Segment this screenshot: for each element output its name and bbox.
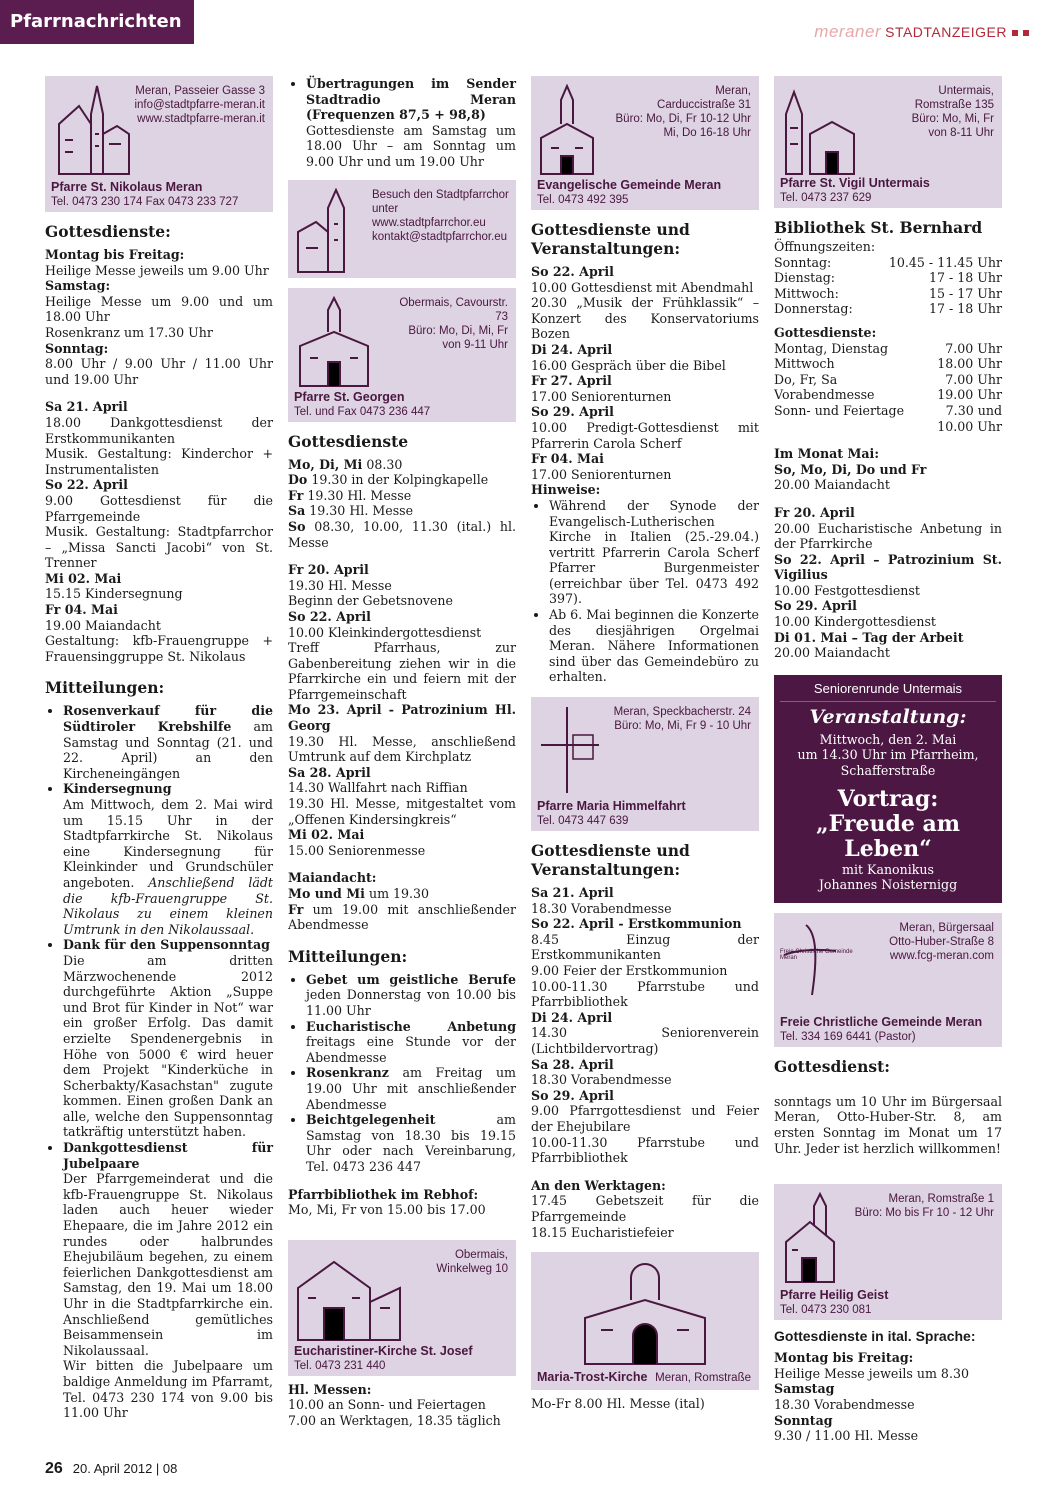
text: Fr 04. Mai: [45, 602, 118, 618]
text: 9.00 Feier der Erstkommunion: [531, 963, 728, 978]
address: Carduccistraße 31: [657, 99, 751, 111]
address: Obermais, Cavourstr.: [399, 296, 508, 309]
text: Besuch den Stadtpfarrchor: [372, 188, 509, 201]
service-times-table: [774, 341, 1002, 435]
text: Musik. Gestaltung: Stadtpfarrchor – „Missa Sancti Jacobi“ von St. Trenner: [45, 524, 273, 571]
parish-tel: Tel. 334 169 6441 (Pastor): [780, 1030, 916, 1043]
text: Im Monat Mai:: [774, 446, 879, 462]
text: Mi 02. Mai: [288, 827, 365, 843]
address: Meran, Romstraße 1: [888, 1193, 994, 1206]
text: An den Werktagen:: [531, 1177, 666, 1193]
row-label: Donnerstag:: [774, 301, 853, 317]
masthead-square-icon: [1012, 30, 1018, 36]
address: Romstraße 135: [914, 99, 994, 111]
row-label: Sonn- und Feiertage: [774, 402, 905, 418]
parish-tel: Tel. 0473 492 395: [537, 194, 629, 206]
parish-name: Pfarre St. Vigil Untermais: [780, 176, 930, 190]
row-label: Do, Fr, Sa: [774, 371, 838, 387]
senioren-ad: [774, 675, 1002, 903]
parish-name: Pfarre Heilig Geist: [780, 1288, 889, 1303]
issue-date: 20. April 2012 | 08: [72, 1461, 178, 1476]
office-hours: Büro: Mo, Mi, Fr: [911, 113, 994, 125]
row-value: 18.00 Uhr: [937, 356, 1002, 372]
text: Fr 04. Mai: [531, 451, 604, 467]
table-row: [774, 286, 1002, 302]
row-value: 10.45 - 11.45 Uhr: [888, 254, 1002, 270]
office-hours: Büro: Mo bis Fr 10 - 12 Uhr: [854, 1207, 994, 1220]
text: 10.00 an Sonn- und Feiertagen: [288, 1397, 486, 1413]
text: 18.15 Eucharistiefeier: [531, 1224, 674, 1240]
text: 17.00 Seniorenturnen: [531, 388, 672, 404]
list-item: • Rosenverkauf für die Südtiroler Krebshilfe am Samstag und Sonntag (21. und 22. April) an den Kircheneingängen: [63, 703, 273, 781]
table-row: [774, 356, 1002, 372]
ad-title: Seniorenrunde Untermais: [780, 681, 996, 702]
text: Mi 02. Mai: [45, 570, 122, 586]
address: Untermais,: [938, 85, 994, 97]
text: Gottesdienste:: [774, 324, 877, 340]
address: Meran, Bürgersaal: [899, 921, 994, 934]
column-3: [531, 76, 759, 1412]
list-item: • Dank für den Suppensonntag Die am dritten Märzwochenende 2012 durchgeführte Aktion „Suppe und Brot für Kinder in Not“ war ein großer Erfolg. Das damit erzielte Spendenergebnis in Höhe von 5000 € wird heuer dem Projekt "Kinderküche in Scherbakty/Kasachstan" zugute kommen. Einen großen Dank an alle, welche den Suppensonntag tatkräftig unterstützt haben.: [63, 937, 273, 1140]
row-label: Dienstag:: [774, 270, 836, 286]
ad-heading: „Freude am Leben“: [815, 810, 961, 862]
address: Otto-Huber-Straße 8: [889, 935, 994, 948]
masthead: [814, 22, 1029, 42]
text: Heilige Messe jeweils um 8.30: [774, 1365, 969, 1381]
heading-mitteilungen: Mitteilungen:: [288, 946, 408, 966]
text: Samstag:: [45, 278, 111, 294]
email-link[interactable]: kontakt@stadtpfarrchor.eu: [372, 230, 508, 243]
text: Sa 21. April: [531, 885, 614, 901]
text: So 22. April – Patrozinium St. Vigilius: [774, 551, 1002, 583]
logo-text: Freie Christliche Gemeinde Meran: [780, 948, 853, 961]
text: So 29. April: [774, 598, 857, 614]
list-item: • Ab 6. Mai beginnen die Konzerte des diesjährigen Orgelmai Meran. Nähere Informationen sind über das Gemeindebüro zu erhalten.: [549, 607, 759, 685]
notice-list: [288, 972, 516, 1175]
row-value: 17 - 18 Uhr: [928, 301, 1002, 317]
text: Gestaltung: kfb-Frauengruppe + Frauensinggruppe St. Nikolaus: [45, 633, 273, 664]
address: Meran,: [715, 85, 751, 97]
choir-box: [288, 180, 516, 278]
list-item: • Gebet um geistliche Berufe jeden Donnerstag von 10.00 bis 11.00 Uhr: [306, 972, 516, 1019]
ad-text: Johannes Noisternigg: [818, 877, 958, 893]
text: Heilige Messe um 9.00 und um 18.00 Uhr: [45, 293, 273, 325]
text: Di 24. April: [531, 341, 613, 357]
parish-box-nikolaus: [45, 76, 273, 212]
office-hours: von 8-11 Uhr: [928, 127, 994, 139]
table-row: [774, 372, 1002, 388]
text: Mo und Mi um 19.30: [288, 886, 430, 901]
parish-box-vigil: [774, 76, 1002, 208]
masthead-square-icon: [1023, 30, 1029, 36]
church-icon: [780, 84, 860, 176]
column-2: [288, 76, 516, 1428]
text: 15.15 Kindersegnung: [45, 586, 183, 602]
text: 20.00 Eucharistische Anbetung in der Pfarrkirche: [774, 520, 1002, 552]
address: Meran, Speckbacherstr. 24: [613, 706, 751, 719]
masthead-meraner: meraner: [814, 22, 882, 41]
text: 9.30 / 11.00 Hl. Messe: [774, 1428, 919, 1444]
heading-gottesdienste: Gottesdienste: [288, 431, 409, 451]
office-hours: Mi, Do 16-18 Uhr: [663, 127, 751, 139]
list-item: • Beichtgelegenheit am Samstag von 18.30 bis 19.15 Uhr oder nach Vereinbarung, Tel. 0473 236 447: [306, 1112, 516, 1174]
text: 18.30 Vorabendmesse: [531, 1072, 672, 1088]
text: So 29. April: [531, 1087, 614, 1103]
text: Sa 19.30 Hl. Messe: [288, 503, 414, 519]
text: Fr 19.30 Hl. Messe: [288, 487, 412, 503]
text: Heilige Messe jeweils um 9.00 Uhr: [45, 262, 269, 278]
text: 10.00 Predigt-Gottesdienst mit Pfarrerin Carola Scherf: [531, 419, 759, 451]
row-value: 17 - 18 Uhr: [928, 270, 1002, 286]
text: 10.00 Gottesdienst mit Abendmahl: [531, 279, 754, 295]
list-item: • Dankgottesdienst für Jubelpaare Der Pfarrgemeinderat und die kfb-Frauengruppe St. Nikolaus laden auch heuer wieder Ehepaare, die im Jahre 2012 ein rundes oder halbrundes Ehejubiläum begehen, zu einem feierlichen Dankgottesdienst am Samstag, den 19. Mai um 18.00 Uhr in die Stadtpfarrkirche ein. Anschließend gemütliches Beisammensein im Nikolaussaal. Wir bitten die Jubelpaare um baldige Anmeldung im Pfarramt, Tel. 0473 230 174 von 9.00 bis 11.00 Uhr: [63, 1140, 273, 1421]
text: So, Mo, Di, Do und Fr: [774, 461, 927, 477]
ad-text: mit Kanonikus: [842, 861, 934, 877]
text: Montag bis Freitag:: [45, 247, 185, 262]
text: Fr 20. April: [288, 562, 369, 578]
column-1: [45, 76, 273, 1421]
heading-bibliothek: Bibliothek St. Bernhard: [774, 218, 983, 237]
address: Meran, Passeier Gasse 3: [135, 85, 265, 97]
heading-ital: Gottesdienste in ital. Sprache:: [774, 1328, 976, 1345]
text: 17.45 Gebetszeit für die Pfarrgemeinde: [531, 1193, 759, 1224]
row-value: 7.00 Uhr: [945, 340, 1002, 356]
text: Treff Pfarrhaus, zur Gabenbereitung ziehen wir in die Pfarrkirche ein und feiern mit der Pfarrgemeinschaft: [288, 640, 516, 702]
table-row: [774, 387, 1002, 403]
cross-logo-icon: [780, 921, 840, 1001]
church-icon: [294, 1248, 404, 1342]
parish-name: Evangelische Gemeinde Meran: [537, 178, 722, 192]
column-4: [774, 76, 1002, 1444]
table-row: [774, 419, 1002, 435]
office-hours: Büro: Mo, Mi, Fr 9 - 10 Uhr: [614, 720, 751, 733]
heading-gottesdienste: Gottesdienste und Veranstaltungen:: [531, 220, 690, 258]
text: Mo, Mi, Fr von 15.00 bis 17.00: [288, 1202, 486, 1218]
table-row: [774, 301, 1002, 317]
parish-tel: Tel. 0473 230 081: [780, 1304, 872, 1317]
address: Winkelweg 10: [436, 1262, 508, 1275]
text: So 22. April: [45, 477, 128, 493]
heading-gottesdienst: Gottesdienst:: [774, 1056, 890, 1076]
text: Do 19.30 in der Kolpingkapelle: [288, 472, 489, 488]
ad-text: Schafferstraße: [840, 763, 936, 779]
section-tag: Pfarrnachrichten: [0, 0, 194, 44]
row-label: Vorabendmesse: [774, 387, 875, 403]
ad-heading: Veranstaltung:: [809, 705, 967, 728]
row-value: 7.00 Uhr: [945, 371, 1002, 387]
text: 14.30 Seniorenverein (Lichtbildervortrag): [531, 1025, 759, 1056]
address: 73: [495, 310, 508, 323]
parish-box-himmelfahrt: [531, 697, 759, 831]
row-value: 10.00 Uhr: [937, 418, 1002, 434]
text: Rosenkranz um 17.30 Uhr: [45, 324, 213, 340]
text: 10.00-11.30 Pfarrstube und Pfarrbibliothek: [531, 978, 759, 1010]
parish-box-heiliggeist: [774, 1184, 1002, 1320]
church-icon: [294, 188, 374, 274]
page-number: 26: [45, 1460, 63, 1477]
church-icon: [780, 1192, 860, 1284]
parish-box-mariatrost: [531, 1252, 759, 1390]
heading-gottesdienste: Gottesdienste und Veranstaltungen:: [531, 841, 690, 880]
text: Hl. Messen:: [288, 1381, 372, 1397]
table-row: [774, 403, 1002, 419]
church-icon: [537, 705, 607, 795]
text: 10.00-11.30 Pfarrstube und Pfarrbibliothek: [531, 1134, 759, 1166]
text: Sa 28. April: [288, 764, 371, 780]
text: Montag bis Freitag:: [774, 1350, 914, 1366]
radio-list: [288, 76, 516, 170]
text: Öffnungszeiten:: [774, 239, 876, 254]
text: 20.00 Maiandacht: [774, 477, 890, 493]
parish-name: Eucharistiner-Kirche St. Josef: [294, 1343, 473, 1358]
church-icon: [294, 296, 374, 388]
text: Musik. Gestaltung: Kinderchor + Instrumentalisten: [45, 446, 273, 477]
table-row: [774, 341, 1002, 357]
parish-tel: Tel. 0473 231 440: [294, 1359, 386, 1372]
parish-name: Maria-Trost-Kirche: [537, 1370, 648, 1385]
ad-text: um 14.30 Uhr im Pfarrheim,: [797, 747, 979, 763]
website-link[interactable]: www.stadtpfarre-meran.it: [137, 113, 265, 125]
text: 19.00 Maiandacht: [45, 617, 161, 633]
text: So 22. April: [531, 264, 614, 279]
row-label: Sonntag:: [774, 254, 832, 270]
text: Samstag: [774, 1381, 835, 1397]
address: Meran, Romstraße: [655, 1372, 751, 1385]
text: So 22. April - Erstkommunion: [531, 916, 742, 932]
text: 10.00 Kindergottesdienst: [774, 614, 936, 630]
website-link[interactable]: www.stadtpfarrchor.eu: [372, 216, 486, 229]
text: 10.00 Kleinkindergottesdienst: [288, 624, 482, 640]
address: Obermais,: [454, 1248, 508, 1261]
heading-mitteilungen: Mitteilungen:: [45, 678, 165, 698]
text: So 22. April: [288, 608, 371, 624]
row-value: 15 - 17 Uhr: [928, 285, 1002, 301]
list-item: • Rosenkranz am Freitag um 19.00 Uhr mit anschließender Abendmesse: [306, 1065, 516, 1112]
ad-heading: Vortrag:: [837, 785, 939, 812]
text: Sa 28. April: [531, 1056, 614, 1072]
church-icon: [537, 84, 607, 176]
notice-list: [45, 703, 273, 1420]
text: 19.30 Hl. Messe, mitgestaltet vom „Offenen Kindersingkreis“: [288, 796, 516, 827]
parish-box-evangelisch: [531, 76, 759, 210]
parish-tel: Tel. 0473 237 629: [780, 192, 872, 204]
text: Fr 27. April: [531, 373, 612, 389]
text: 20.00 Maiandacht: [774, 645, 890, 661]
parish-name: Pfarre St. Georgen: [294, 389, 405, 404]
office-hours: Büro: Mo, Di, Fr 10-12 Uhr: [615, 113, 751, 125]
text: So 29. April: [531, 404, 614, 420]
row-value: 19.00 Uhr: [937, 387, 1002, 403]
text: 14.30 Wallfahrt nach Riffian: [288, 780, 468, 796]
list-item: • Eucharistische Anbetung freitags eine Stunde vor der Abendmesse: [306, 1019, 516, 1066]
parish-tel: Tel. 0473 230 174 Fax 0473 233 727: [51, 196, 239, 208]
fcg-box: [774, 913, 1002, 1047]
office-hours: von 9-11 Uhr: [442, 338, 508, 351]
row-value: 7.30 und: [945, 402, 1002, 418]
opening-hours-table: [774, 255, 1002, 317]
parish-name: Pfarre Maria Himmelfahrt: [537, 799, 686, 814]
text: 19.30 Hl. Messe: [288, 577, 392, 593]
text: Di 24. April: [531, 1009, 613, 1025]
text: 10.00 Festgottesdienst: [774, 582, 920, 598]
text: 9.00 Pfarrgottesdienst und Feier der Ehejubilare: [531, 1103, 759, 1134]
text: Sa 21. April: [45, 399, 128, 415]
text: sonntags um 10 Uhr im Bürgersaal Meran, Otto-Huber-Str. 8, am ersten Sonntag im Monat um 17 Uhr. Jeder ist herzlich willkommen!: [774, 1093, 1002, 1156]
text: 8.00 Uhr / 9.00 Uhr / 11.00 Uhr und 19.00 Uhr: [45, 356, 273, 387]
text: 18.30 Vorabendmesse: [531, 900, 672, 916]
text: 9.00 Gottesdienst für die Pfarrgemeinde: [45, 492, 273, 524]
text: Fr um 19.00 mit anschließender Abendmesse: [288, 901, 516, 933]
text: unter: [372, 202, 399, 215]
footer: [45, 1460, 177, 1478]
notice-list: [531, 498, 759, 685]
parish-box-josef: [288, 1240, 516, 1376]
parish-tel: Tel. und Fax 0473 236 447: [294, 405, 431, 418]
text: 15.00 Seniorenmesse: [288, 842, 426, 858]
text: Pfarrbibliothek im Rebhof:: [288, 1186, 479, 1202]
church-icon: [51, 84, 131, 176]
text: 18.30 Vorabendmesse: [774, 1396, 915, 1412]
text: 8.45 Einzug der Erstkommunikanten: [531, 931, 759, 963]
list-item: • Während der Synode der Evangelisch-Lutherischen Kirche in Italien (25.-29.04.) vertritt Pfarrerin Carola Scherf Pfarrer Burgenmeister (erreichbar über Tel. 0473 492 397).: [549, 498, 759, 607]
row-label: Mittwoch: [774, 356, 835, 372]
text: Sonntag:: [45, 340, 109, 356]
text: Mo 23. April - Patrozinium Hl. Georg: [288, 702, 516, 734]
table-row: [774, 255, 1002, 271]
text: So 08.30, 10.00, 11.30 (ital.) hl. Messe: [288, 518, 516, 550]
text: 16.00 Gespräch über die Bibel: [531, 357, 726, 373]
text: Di 01. Mai – Tag der Arbeit: [774, 629, 964, 645]
text: 20.30 „Musik der Frühklassik“ – Konzert des Konservatoriums Bozen: [531, 295, 759, 342]
email-link[interactable]: info@stadtpfarre-meran.it: [134, 99, 265, 111]
text: 7.00 an Werktagen, 18.35 täglich: [288, 1412, 501, 1428]
masthead-stadtanzeiger: STADTANZEIGER: [885, 24, 1007, 40]
parish-box-georgen: [288, 288, 516, 422]
parish-name: Pfarre St. Nikolaus Meran: [51, 180, 203, 194]
text: Maiandacht:: [288, 870, 377, 886]
table-row: [774, 270, 1002, 286]
list-item: • Kindersegnung Am Mittwoch, dem 2. Mai wird um 15.15 Uhr in der Stadtpfarrkirche St. Nikolaus eine Kindersegnung für Kleinkinder und Grundschüler angeboten. Anschließend lädt die kfb-Frauengruppe St. Nikolaus zu einem kleinen Umtrunk in den Nikolaussaal.: [63, 781, 273, 937]
text: Mo-Fr 8.00 Hl. Messe (ital): [531, 1396, 705, 1412]
text: 17.00 Seniorenturnen: [531, 466, 672, 482]
row-label: Mittwoch:: [774, 285, 839, 301]
text: Mo, Di, Mi 08.30: [288, 456, 403, 472]
heading-gottesdienste: Gottesdienste:: [45, 222, 171, 241]
church-icon: [575, 1260, 715, 1366]
parish-name: Freie Christliche Gemeinde Meran: [780, 1014, 983, 1029]
text: 19.30 Hl. Messe, anschließend Umtrunk auf dem Kirchplatz: [288, 733, 516, 765]
office-hours: Büro: Mo, Di, Mi, Fr: [408, 324, 508, 337]
parish-tel: Tel. 0473 447 639: [537, 815, 629, 828]
text: Hinweise:: [531, 482, 601, 498]
row-label: Montag, Dienstag: [774, 340, 889, 356]
text: 18.00 Dankgottesdienst der Erstkommunikanten: [45, 414, 273, 446]
text: Beginn der Gebetsnovene: [288, 593, 453, 609]
text: Fr 20. April: [774, 504, 855, 520]
ad-text: Mittwoch, den 2. Mai: [819, 731, 957, 747]
list-item: • Übertragungen im Sender Stadtradio Meran (Frequenzen 87,5 + 98,8) Gottesdienste am Samstag um 18.00 Uhr – am Sonntag um 9.00 Uhr und um 19.00 Uhr: [306, 76, 516, 170]
text: Sonntag: [774, 1412, 833, 1428]
website-link[interactable]: www.fcg-meran.com: [889, 949, 994, 962]
